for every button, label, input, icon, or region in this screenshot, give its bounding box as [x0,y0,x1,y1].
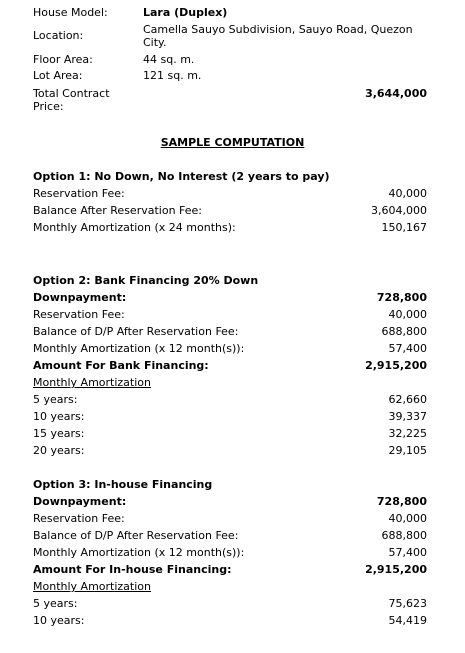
option2-amount-value: 2,915,200 [365,359,427,372]
option3-term-value: 75,623 [388,597,427,610]
option3-balance-value: 688,800 [381,529,427,542]
option3-monthly-value: 57,400 [388,546,427,559]
option2-title: Option 2: Bank Financing 20% Down [33,274,259,287]
option2-term-row [33,393,427,406]
option3-reservation-label: Reservation Fee: [33,512,125,525]
sample-computation-heading: SAMPLE COMPUTATION [160,136,305,149]
option3-amount-row [33,563,427,576]
option1-title: Option 1: No Down, No Interest (2 years to pay) [33,170,330,183]
option3-amount-label: Amount For In-house Financing: [33,563,232,576]
option2-amount-row [33,359,427,372]
option2-term-label: 15 years: [33,427,85,440]
option2-amort-heading-row [33,376,427,389]
house-model-value: Lara (Duplex) [143,6,228,19]
option2-term-row [33,427,427,440]
option3-amount-value: 2,915,200 [365,563,427,576]
option2-monthly-label: Monthly Amortization (x 12 month(s)): [33,342,245,355]
option2-amount-label: Amount For Bank Financing: [33,359,209,372]
option3-title: Option 3: In-house Financing [33,478,213,491]
option2-reservation-label: Reservation Fee: [33,308,125,321]
location-label: Location: [33,29,84,42]
option2-monthly-row [33,342,427,355]
option3-term-label: 10 years: [33,614,85,627]
option3-amort-heading-row [33,580,427,593]
option2-term-row [33,410,427,423]
option2-reservation-value: 40,000 [388,308,427,321]
option1-balance-value: 3,604,000 [371,204,427,217]
option2-term-label: 20 years: [33,444,85,457]
option1-balance-label: Balance After Reservation Fee: [33,204,203,217]
option3-downpayment-label: Downpayment: [33,495,127,508]
option2-term-value: 29,105 [388,444,427,457]
option1-row [33,187,427,200]
option1-monthly-value: 150,167 [381,221,427,234]
option2-reservation-row [33,308,427,321]
option3-balance-label: Balance of D/P After Reservation Fee: [33,529,239,542]
option2-term-row [33,444,427,457]
total-contract-price-value: 3,644,000 [365,87,427,100]
option3-term-row [33,597,427,610]
total-contract-price-label [33,87,133,113]
tcp-label-line2: Price: [33,100,64,113]
option3-reservation-row [33,512,427,525]
option2-balance-value: 688,800 [381,325,427,338]
option3-reservation-value: 40,000 [388,512,427,525]
option2-amort-heading: Monthly Amortization [33,376,151,389]
house-model-row [33,6,427,19]
floor-area-value: 44 sq. m. [143,53,195,66]
floor-area-label: Floor Area: [33,53,93,66]
option2-downpayment-row [33,291,427,304]
option2-term-value: 39,337 [388,410,427,423]
option1-row [33,204,427,217]
option3-monthly-row [33,546,427,559]
option2-balance-label: Balance of D/P After Reservation Fee: [33,325,239,338]
option3-downpayment-value: 728,800 [376,495,427,508]
option3-term-value: 54,419 [388,614,427,627]
option2-term-label: 5 years: [33,393,78,406]
option3-monthly-label: Monthly Amortization (x 12 month(s)): [33,546,245,559]
option2-monthly-value: 57,400 [388,342,427,355]
option3-balance-row [33,529,427,542]
option3-term-row [33,614,427,627]
location-value: Camella Sauyo Subdivision, Sauyo Road, Quezon City. [143,23,413,49]
option2-term-value: 62,660 [388,393,427,406]
option2-balance-row [33,325,427,338]
option2-term-value: 32,225 [388,427,427,440]
option1-reservation-value: 40,000 [388,187,427,200]
option2-downpayment-value: 728,800 [376,291,427,304]
option2-term-label: 10 years: [33,410,85,423]
option1-row [33,221,427,234]
option1-monthly-label: Monthly Amortization (x 24 months): [33,221,236,234]
location-row [33,23,427,49]
option3-downpayment-row [33,495,427,508]
option2-downpayment-label: Downpayment: [33,291,127,304]
house-model-label: House Model: [33,6,108,19]
lot-area-label: Lot Area: [33,69,83,82]
tcp-label-line1: Total Contract [33,87,110,100]
lot-area-row [33,69,427,82]
total-contract-price-row [33,87,427,113]
lot-area-value: 121 sq. m. [143,69,202,82]
floor-area-row [33,53,427,66]
option3-amort-heading: Monthly Amortization [33,580,151,593]
option1-reservation-label: Reservation Fee: [33,187,125,200]
option3-term-label: 5 years: [33,597,78,610]
